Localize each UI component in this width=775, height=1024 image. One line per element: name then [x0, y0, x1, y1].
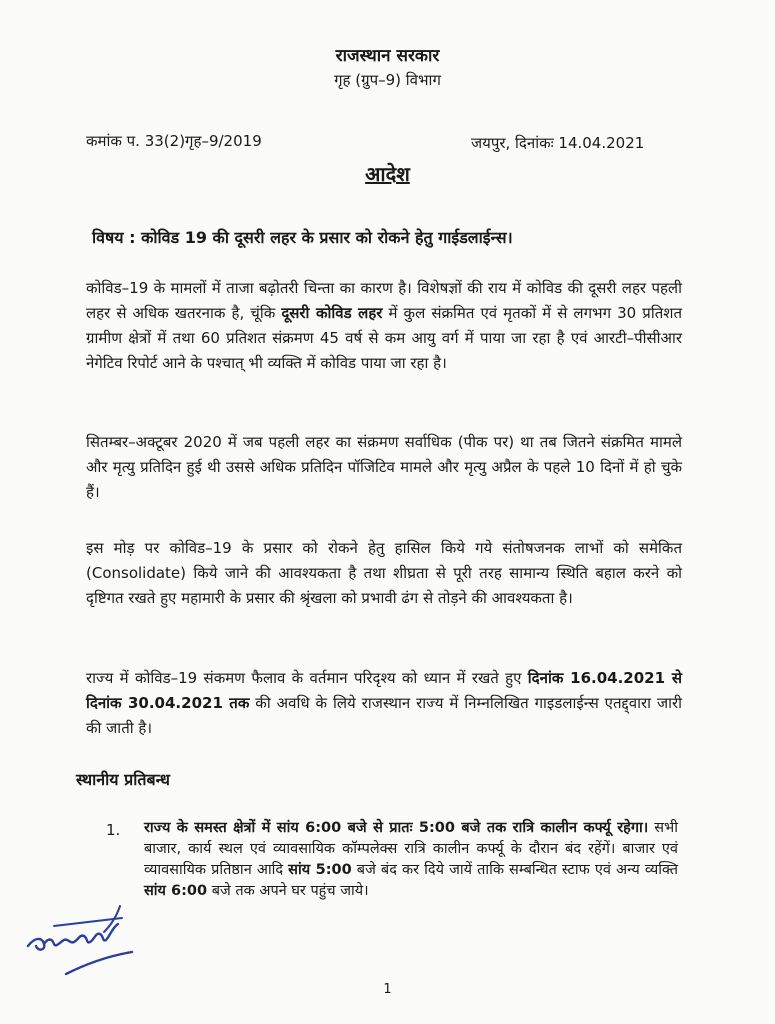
paragraph-1-bold: दूसरी कोविड लहर	[281, 304, 383, 322]
reference-number: कमांक प. 33(2)गृह–9/2019	[86, 132, 262, 150]
subject-line: विषय : कोविड 19 की दूसरी लहर के प्रसार को रोकने हेतु गाईडलाईन्स।	[92, 228, 513, 247]
handwritten-signature	[24, 898, 136, 978]
item-1-text-b: बजे बंद कर दिये जायें ताकि सम्बन्धित स्टाफ एवं अन्य व्यक्ति	[351, 862, 679, 878]
item-1-bold-time-6: सांय 6:00	[144, 883, 208, 899]
paragraph-1-text-a: कोविड–19 के मामलों में ताजा बढ़ोतरी चिन्ता का कारण है। विशेषज्ञों की राय में कोविड की दूसरी लहर पहली लहर से अधिक खतरनाक है, चूंकि	[86, 279, 682, 322]
paragraph-2: सितम्बर–अक्टूबर 2020 में जब पहली लहर का संक्रमण सर्वाधिक (पीक पर) था तब जितने संक्रमित मामले और मृत्यु प्रतिदिन हुई थी उससे अधिक प्रतिदिन पॉजिटिव मामले और मृत्यु अप्रैल के पहले 10 दिनों में हो चुके हैं।	[86, 433, 682, 501]
item-1-text	[144, 818, 678, 902]
paragraph-4	[86, 666, 682, 741]
paragraph-4-text-c: की अवधि के लिये राजस्थान राज्य में निम्नलिखित गाइडलाईन्स एतद्द्वारा जारी की जाती है।	[86, 694, 682, 737]
order-date: जयपुर, दिनांकः 14.04.2021	[471, 134, 645, 152]
page-number: 1	[383, 982, 392, 997]
item-1-text-c: बजे तक अपने घर पहुंच जाये।	[207, 883, 369, 899]
item-1-bold-curfew: राज्य के समस्त क्षेत्रों में सांय 6:00 बजे से प्रातः 5:00 बजे तक रात्रि कालीन कर्फ्यू रहेगा।	[144, 820, 649, 836]
paragraph-4-text-a: राज्य में कोविड–19 संकमण फैलाव के वर्तमान परिदृश्य को ध्यान में रखते हुए	[86, 669, 528, 687]
government-heading: राजस्थान सरकार	[335, 46, 440, 66]
paragraph-4-bold-dates: दिनांक 16.04.2021 से दिनांक 30.04.2021 तक	[86, 669, 682, 712]
item-1-text-a: सभी बाजार, कार्य स्थल एवं व्यावसायिक कॉम्पलेक्स रात्रि कालीन कर्फ्यू के दौरान बंद रहेंगें। बाजार एवं व्यावसायिक प्रतिष्ठान आदि	[144, 820, 678, 878]
paragraph-1	[86, 276, 682, 376]
paragraph-3: इस मोड़ पर कोविड–19 के प्रसार को रोकने हेतु हासिल किये गये संतोषजनक लाभों को समेकित (Consolidate) किये जाने की आवश्यकता है तथा शीघ्रता से पूरी तरह सामान्य स्थिति बहाल करने को दृष्टिगत रखते हुए महामारी के प्रसार की श्रृंखला को प्रभावी ढंग से तोड़ने की आवश्यकता है।	[86, 539, 682, 607]
item-1-number: 1.	[106, 821, 121, 839]
item-1-bold-time-5: सांय 5:00	[288, 862, 352, 878]
paragraph-1-text-c: में कुल संक्रमित एवं मृतकों में से लगभग 30 प्रतिशत ग्रामीण क्षेत्रों में तथा 60 प्रतिशत संक्रमण 45 वर्ष से कम आयु वर्ग में पाया जा रहा है एवं आरटी–पीसीआर नेगेटिव रिपोर्ट आने के पश्चात् भी व्यक्ति में कोविड पाया जा रहा है।	[86, 304, 682, 372]
section-heading: स्थानीय प्रतिबन्ध	[76, 770, 170, 789]
department-heading: गृह (ग्रुप–9) विभाग	[334, 71, 441, 89]
order-title: आदेश	[365, 162, 410, 186]
